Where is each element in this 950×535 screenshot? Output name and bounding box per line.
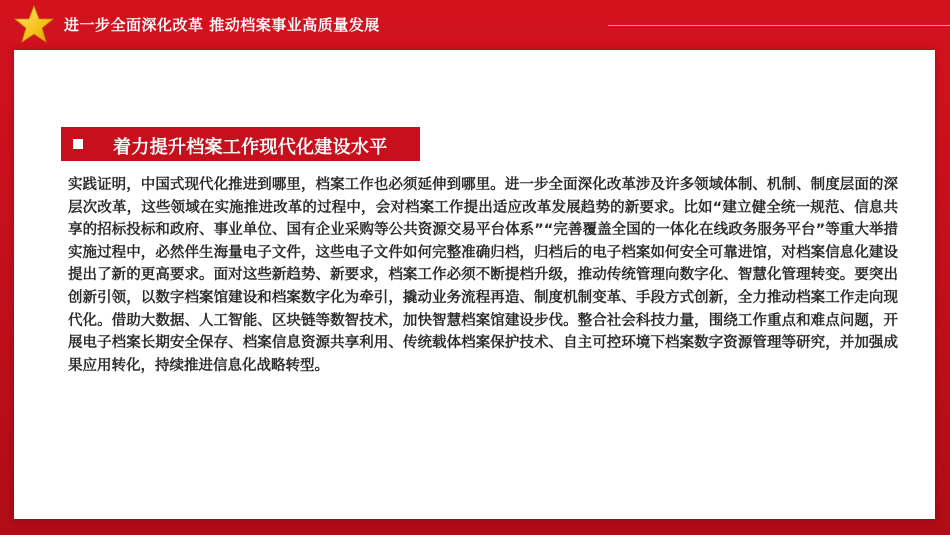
header-divider <box>608 25 950 26</box>
body-paragraph: 实践证明，中国式现代化推进到哪里，档案工作也必须延伸到哪里。进一步全面深化改革涉及许多领域体制、机制、制度层面的深层次改革，这些领域在实施推进改革的过程中，会对档案工作提出适应改革发展趋势的新要求。比如“建立健全统一规范、信息共享的招标投标和政府、事业单位、国有企业采购等公共资源交易平台体系”“完善覆盖全国的一体化在线政务服务平台”等重大举措实施过程中，必然伴生海量电子文件，这些电子文件如何完整准确归档，归档后的电子档案如何安全可靠进馆，对档案信息化建设提出了新的更高要求。面对这些新趋势、新要求，档案工作必须不断提档升级，推动传统管理向数字化、智慧化管理转变。要突出创新引领，以数字档案馆建设和档案数字化为牵引，撬动业务流程再造、制度机制变革、手段方式创新，全力推动档案工作走向现代化。借助大数据、人工智能、区块链等数智技术，加快智慧档案馆建设步伐。整合社会科技力量，围绕工作重点和难点问题，开展电子档案长期安全保存、档案信息资源共享利用、传统载体档案保护技术、自主可控环境下档案数字资源管理等研究，并加强成果应用转化，持续推进信息化战略转型。 <box>68 177 898 374</box>
header-bar <box>0 0 950 50</box>
section-heading <box>61 127 420 161</box>
section-heading-text: 着力提升档案工作现代化建设水平 <box>113 137 388 158</box>
header-title: 进一步全面深化改革 推动档案事业高质量发展 <box>64 16 380 34</box>
square-bullet-icon <box>73 139 83 149</box>
star-icon <box>14 4 54 44</box>
